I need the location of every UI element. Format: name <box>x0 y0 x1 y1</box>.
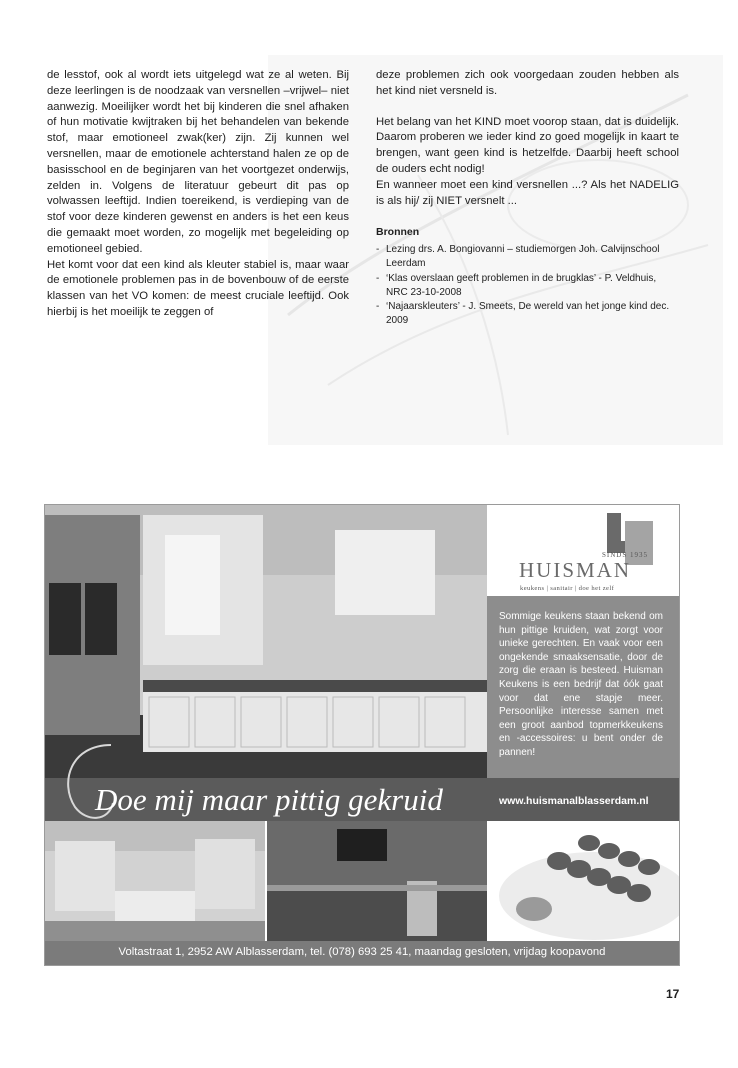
sources-list <box>376 243 679 328</box>
food-photo-thumbnail <box>489 821 679 941</box>
ad-website-link[interactable]: www.huismanalblasserdam.nl <box>499 795 649 807</box>
sources-heading: Bronnen <box>376 226 420 239</box>
ad-body-text: Sommige keukens staan bekend om hun pittige kruiden, wat zorgt voor unieke gerechten. En vaak voor een ongekende smaaksensatie, door de zorg die eraan is besteed. Huisman Keukens is een bedrijf dat óók gaat voor dat ene stapje meer. Persoonlijke interesse samen met een groot aanbod topmerkkeukens en -accessoires: u bent onder de pannen! <box>487 596 679 778</box>
article-paragraph: deze problemen zich ook voorgedaan zouden hebben als het kind niet versneld is. <box>376 69 679 97</box>
ad-address: Voltastraat 1, 2952 AW Alblasserdam, tel. (078) 693 25 41, maandag gesloten, vrijdag koopavond <box>118 946 606 958</box>
article-right-column <box>376 68 679 328</box>
ad-slogan: Doe mij maar pittig gekruid <box>95 782 443 817</box>
article-paragraph: Het komt voor dat een kind als kleuter stabiel is, maar waar de emotionele problemen pas in de bovenbouw of de eerste klassen van het VO komen: de meest cruciale leeftijd. Ook hierbij is het moeilijk te zeggen of <box>47 258 349 318</box>
brand-tagline: keukens | sanitair | doe het zelf <box>520 585 615 592</box>
huisman-advertisement <box>45 505 679 965</box>
article-paragraph: En wanneer moet een kind versnellen ...? Als het NADELIG is als hij/ zij NIET versnelt ... <box>376 178 679 207</box>
kitchen-photo-thumbnail <box>267 821 487 941</box>
kitchen-photo-thumbnail <box>45 821 265 941</box>
article-paragraph: Het belang van het KIND moet voorop staan, dat is duidelijk. Daarom proberen we ieder kind zo goed mogelijk in kaart te brengen, want geen kind is hetzelfde. Daarbij heeft school de ouders echt nodig! <box>376 115 679 175</box>
article-left-column <box>47 68 349 321</box>
brand-name: HUISMAN <box>519 558 632 582</box>
brand-since: SINDS 1935 <box>602 551 648 559</box>
source-item: - Lezing drs. A. Bongiovanni – studiemorgen Joh. Calvijnschool Leerdam <box>376 243 679 271</box>
source-item: - ‘Klas overslaan geeft problemen in de brugklas’ - P. Veldhuis, NRC 23-10-2008 <box>376 272 679 300</box>
article-paragraph: de lesstof, ook al wordt iets uitgelegd wat ze al weten. Bij deze leerlingen is de noodzaak van versnellen –vrijwel– niet aanwezig. Moeilijker wordt het bij kinderen die snel afhaken of hun motivatie kwijtraken bij het behandelen van bekende stof, maar emotioneel zwak(ker) zijn. Zij kunnen wel versnellen, maar de emotionele achterstand halen ze op de basisschool en de beginjaren van het voortgezet onderwijs, zelden in. Volgens de literatuur gebeurt dit pas op volwassen leeftijd. Indien toereikend, is verdieping van de stof voor deze kinderen gewenst en anders is het een keus die gemaakt moet worden, zo mogelijk met begeleiding op emotioneel gebied. <box>47 69 349 255</box>
page-number: 17 <box>666 987 680 1001</box>
brand-block <box>487 505 679 596</box>
source-item: - ‘Najaarskleuters’ - J. Smeets, De wereld van het jonge kind dec. 2009 <box>376 300 679 328</box>
